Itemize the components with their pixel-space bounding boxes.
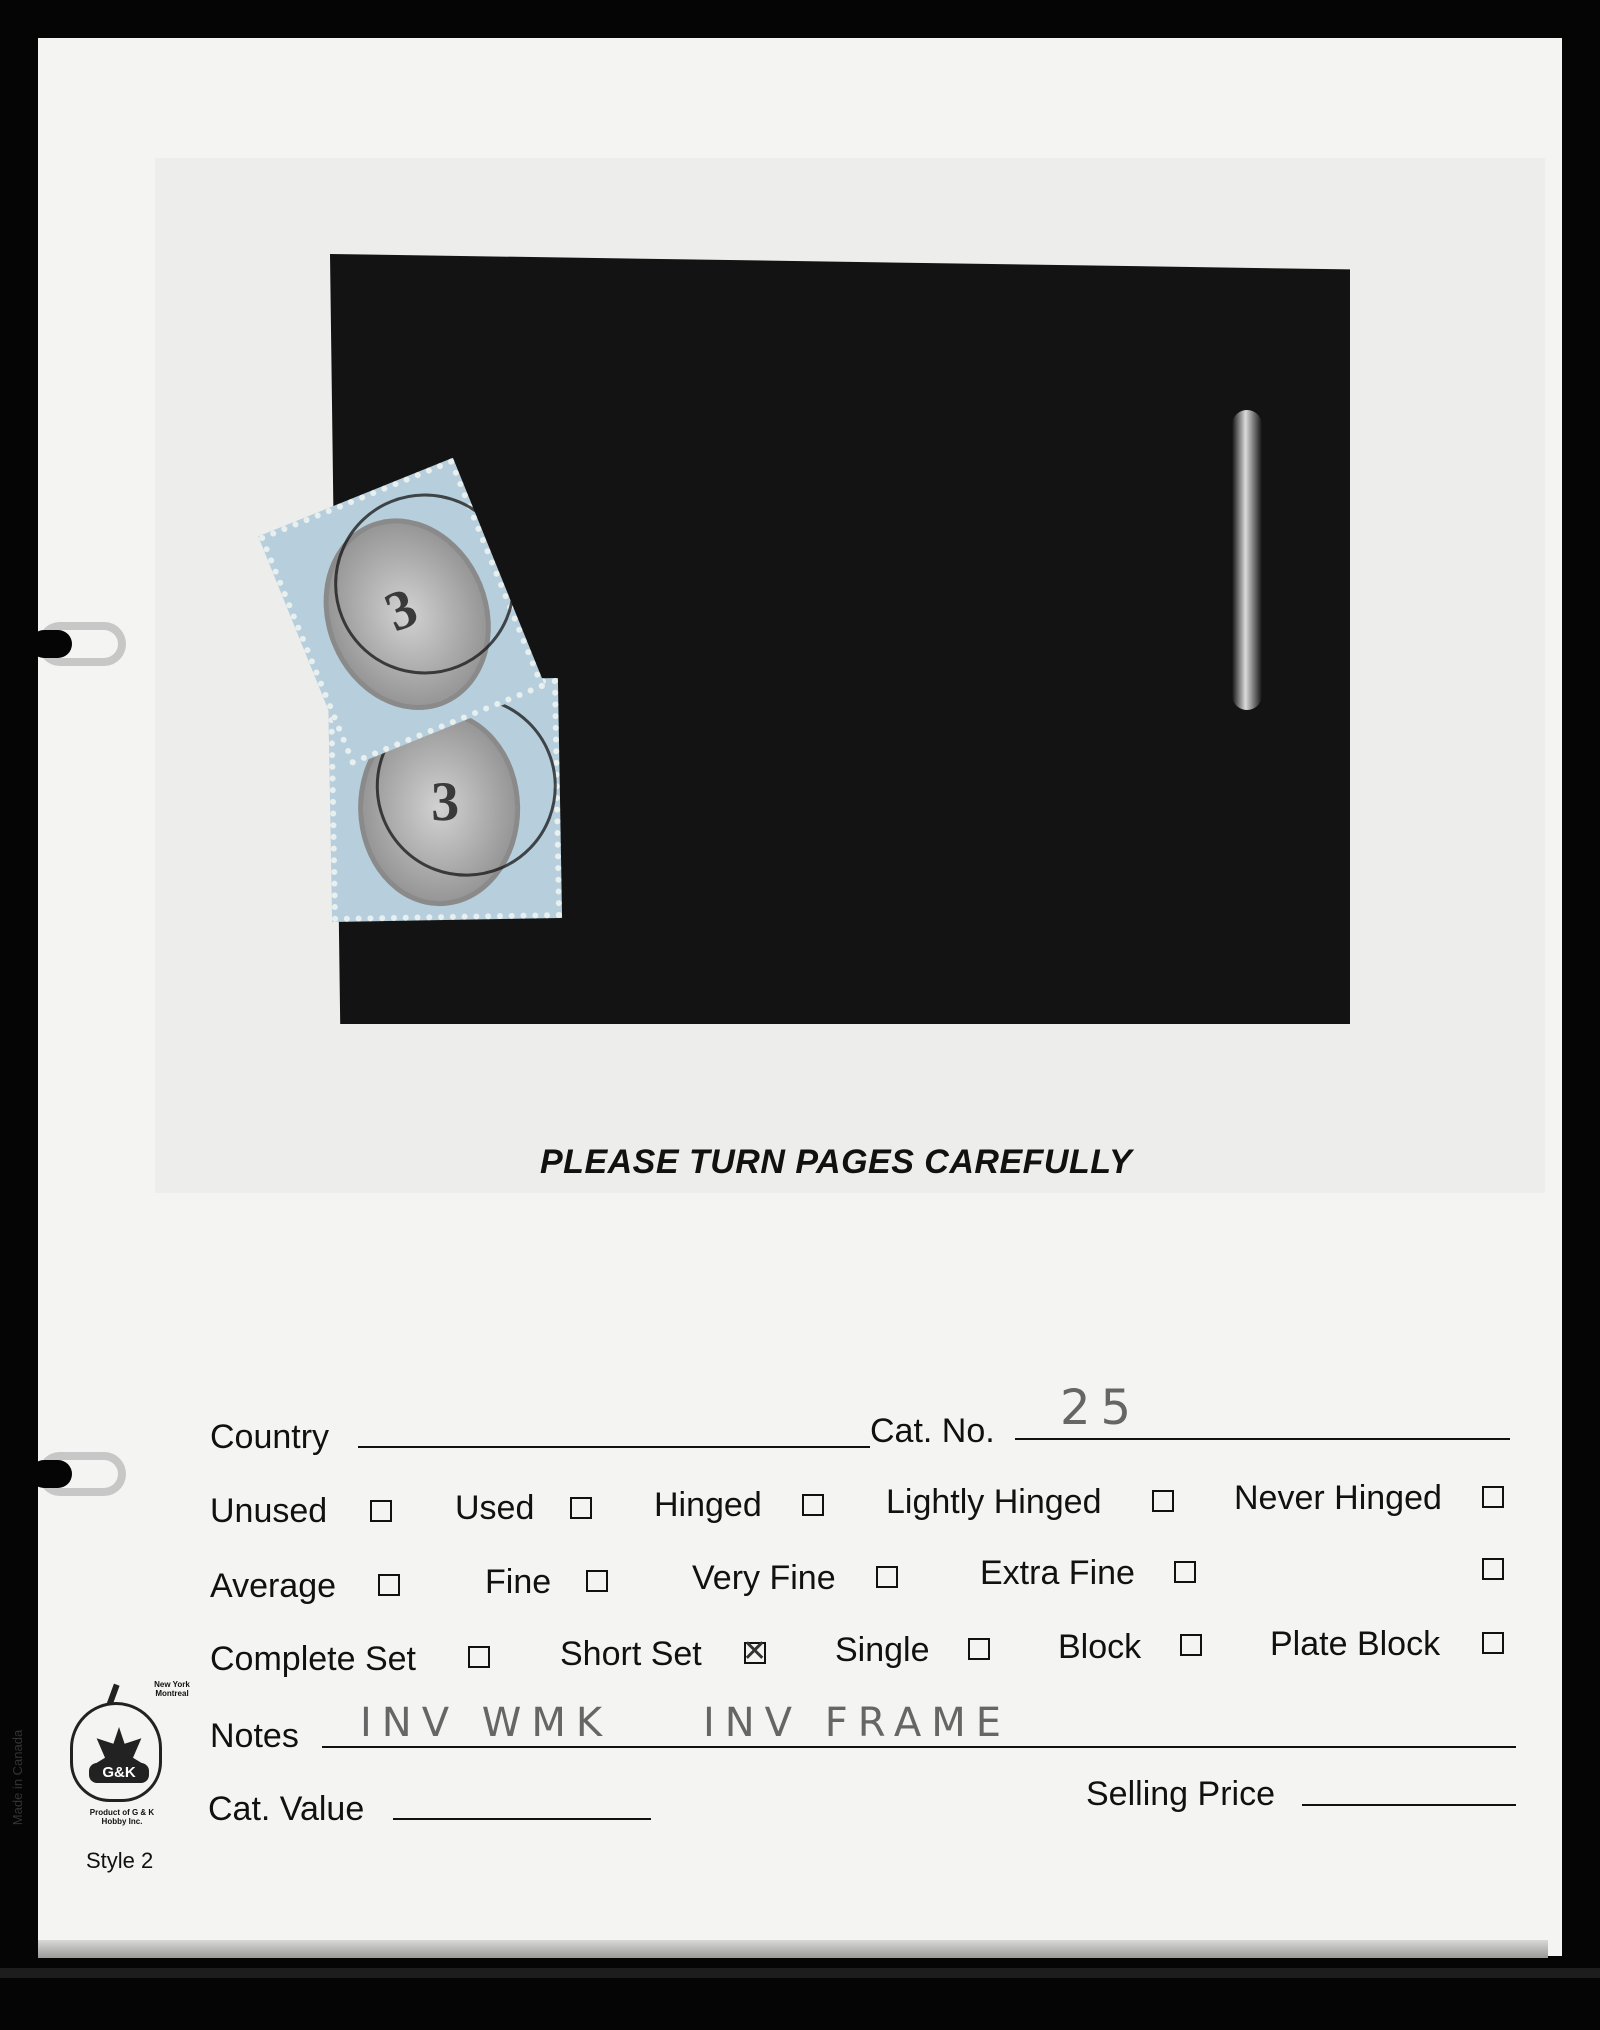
cat-value-label: Cat. Value	[208, 1790, 365, 1828]
never-hinged-checkbox	[1482, 1486, 1504, 1508]
short-set-label: Short Set	[560, 1635, 702, 1673]
lightly-hinged-checkbox	[1152, 1490, 1174, 1512]
apple-icon	[70, 1702, 162, 1802]
used-checkbox	[570, 1497, 592, 1519]
fine-checkbox	[586, 1570, 608, 1592]
sleeve-glare	[1232, 410, 1262, 710]
single-checkbox	[968, 1638, 990, 1660]
extra-fine-checkbox	[1174, 1561, 1196, 1583]
unused-checkbox	[370, 1500, 392, 1522]
average-label: Average	[210, 1567, 337, 1605]
cat-no-label: Cat. No.	[870, 1412, 995, 1450]
complete-set-label: Complete Set	[210, 1640, 416, 1678]
x-mark-icon: ✕	[742, 1634, 768, 1669]
ring-hole	[30, 1460, 72, 1488]
very-fine-checkbox	[876, 1566, 898, 1588]
used-label: Used	[455, 1489, 535, 1527]
hinged-label: Hinged	[654, 1486, 762, 1524]
page-notice: PLEASE TURN PAGES CAREFULLY	[540, 1143, 1133, 1181]
hinged-checkbox	[802, 1494, 824, 1516]
plate-block-label: Plate Block	[1270, 1625, 1441, 1663]
cat-value-line	[393, 1818, 651, 1820]
stamp-value: 3	[376, 576, 426, 645]
lightly-hinged-label: Lightly Hinged	[886, 1483, 1102, 1521]
gk-logo	[62, 1680, 192, 1840]
blank-checkbox	[1482, 1558, 1504, 1580]
extra-fine-label: Extra Fine	[980, 1554, 1135, 1592]
selling-price-line	[1302, 1804, 1516, 1806]
binder-ring-lower	[38, 1452, 126, 1496]
cat-no-line	[1015, 1438, 1510, 1440]
country-line	[358, 1446, 870, 1448]
single-label: Single	[835, 1631, 930, 1669]
selling-price-label: Selling Price	[1086, 1775, 1275, 1813]
page-edge	[38, 1940, 1548, 1958]
stamp-value: 3	[430, 770, 460, 834]
never-hinged-label: Never Hinged	[1234, 1479, 1442, 1517]
notes-label: Notes	[210, 1717, 299, 1755]
complete-set-checkbox	[468, 1646, 490, 1668]
fine-label: Fine	[485, 1563, 552, 1601]
binder-edge	[0, 1968, 1600, 1978]
short-set-checkbox	[742, 1634, 768, 1669]
average-checkbox	[378, 1574, 400, 1596]
notes-line	[322, 1746, 1516, 1748]
ring-hole	[30, 630, 72, 658]
block-checkbox	[1180, 1634, 1202, 1656]
logo-product: Product of G & K Hobby Inc.	[89, 1808, 155, 1826]
plate-block-checkbox	[1482, 1632, 1504, 1654]
unused-label: Unused	[210, 1492, 328, 1530]
cat-no-value: 25	[1060, 1380, 1142, 1436]
very-fine-label: Very Fine	[692, 1559, 836, 1597]
binder-ring-upper	[38, 622, 126, 666]
notes-value: INV WMK INV FRAME	[360, 1700, 1012, 1746]
logo-city: New York Montreal	[154, 1680, 190, 1698]
block-label: Block	[1058, 1628, 1142, 1666]
made-in-label: Made in Canada	[10, 1729, 26, 1826]
style-label: Style 2	[86, 1848, 154, 1873]
country-label: Country	[210, 1418, 330, 1456]
logo-text: G&K	[89, 1763, 149, 1783]
